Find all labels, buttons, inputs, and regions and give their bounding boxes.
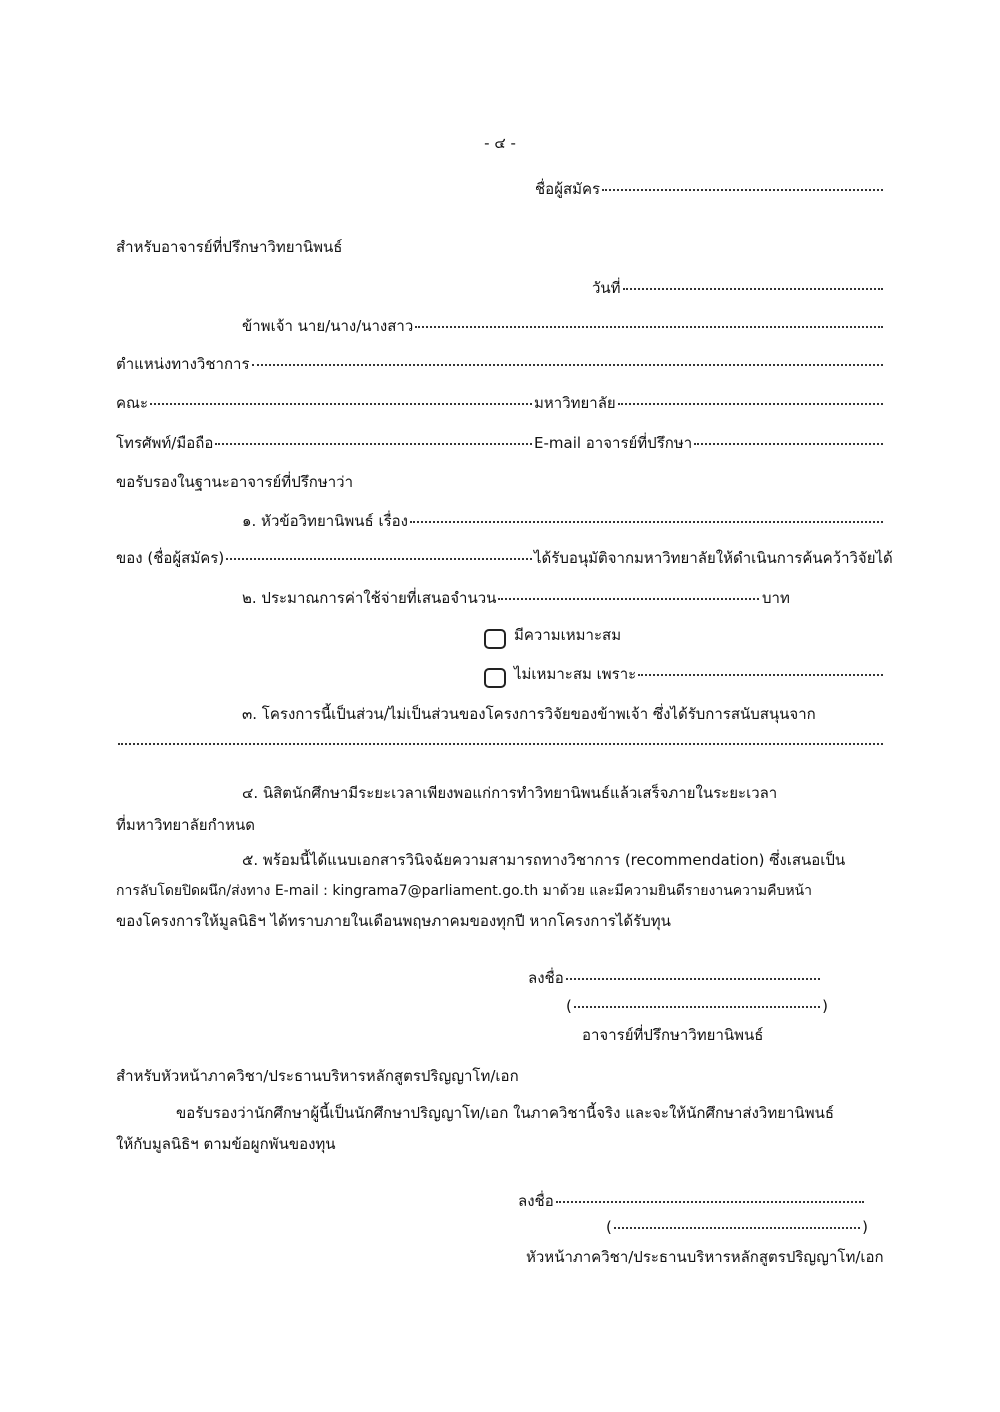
- item1-approved: [534, 551, 893, 573]
- item5-line1-text: ๕. พร้อมนี้ได้แนบเอกสารวินิจฉัยความสามารถทางวิชาการ (recommendation) ซึ่งเสนอเป็น: [242, 851, 846, 869]
- item3-row: [242, 707, 816, 729]
- phone-label: โทรศัพท์/มือถือ: [116, 434, 214, 452]
- budget-field[interactable]: [498, 598, 759, 600]
- item1-label: ๑. หัวข้อวิทยานิพนธ์ เรื่อง: [242, 512, 408, 530]
- support-source-field[interactable]: [118, 743, 883, 745]
- advisor-paren-open: (: [566, 997, 572, 1015]
- thesis-title-field[interactable]: [410, 521, 883, 523]
- advisor-name-label: ข้าพเจ้า นาย/นาง/นางสาว: [242, 317, 414, 335]
- advisor-section-heading: [116, 240, 342, 262]
- option-suitable-row: [484, 628, 621, 650]
- head-signer-title-text: หัวหน้าภาควิชา/ประธานบริหารหลักสูตรปริญญาโท/เอก: [526, 1248, 884, 1266]
- item4-line2-text: ที่มหาวิทยาลัยกำหนด: [116, 816, 255, 834]
- item1-approved-text: ได้รับอนุมัติจากมหาวิทยาลัยให้ดำเนินการค้นคว้าวิจัยได้: [534, 549, 893, 567]
- advisor-sign-row: [528, 971, 822, 993]
- head-signer-title: [526, 1250, 884, 1272]
- head-printed-name-row: [606, 1220, 868, 1242]
- advisor-name-row: [242, 319, 885, 341]
- faculty-label: คณะ: [116, 394, 149, 412]
- head-sign-label: ลงชื่อ: [518, 1192, 554, 1210]
- item5-line2-text: การลับโดยปิดผนึก/ส่งทาง E-mail : kingrama7@parliament.go.th มาด้วย และมีความยินดีรายงานความคืบหน้า: [116, 883, 812, 899]
- item3-text: ๓. โครงการนี้เป็นส่วน/ไม่เป็นส่วนของโครงการวิจัยของข้าพเจ้า ซึ่งได้รับการสนับสนุนจาก: [242, 705, 816, 723]
- advisor-heading-text: สำหรับอาจารย์ที่ปรึกษาวิทยานิพนธ์: [116, 238, 343, 256]
- option-not-suitable-row: [484, 667, 885, 689]
- head-sign-row: [518, 1194, 866, 1216]
- item2-row: [242, 591, 761, 613]
- item5-line3-text: ของโครงการให้มูลนิธิฯ ได้ทราบภายในเดือนพฤษภาคมของทุกปี หากโครงการได้รับทุน: [116, 912, 671, 930]
- item1-of-row: [116, 551, 534, 573]
- item5-line2: [116, 884, 812, 906]
- item4-line1-text: ๔. นิสิตนักศึกษามีระยะเวลาเพียงพอแก่การทำวิทยานิพนธ์แล้วเสร็จภายในระยะเวลา: [242, 784, 778, 802]
- head-heading-text: สำหรับหัวหน้าภาควิชา/ประธานบริหารหลักสูตรปริญญาโท/เอก: [116, 1067, 519, 1085]
- applicant-name-label: ชื่อผู้สมัคร: [535, 180, 601, 198]
- item1-row: [242, 514, 885, 536]
- item4-line1: [242, 786, 777, 808]
- date-field[interactable]: [623, 288, 883, 290]
- advisor-signer-title: [582, 1028, 763, 1050]
- item3-support-row: [116, 746, 885, 768]
- advisor-name-field[interactable]: [415, 326, 883, 328]
- head-section-heading: [116, 1069, 519, 1091]
- item2-unit: [762, 591, 790, 613]
- university-label: มหาวิทยาลัย: [534, 394, 616, 412]
- item2-label: ๒. ประมาณการค่าใช้จ่ายที่เสนอจำนวน: [242, 589, 497, 607]
- head-printed-name-field[interactable]: [614, 1227, 860, 1229]
- advisor-printed-name-row: [566, 999, 828, 1021]
- head-certify-line2-text: ให้กับมูลนิธิฯ ตามข้อผูกพันของทุน: [116, 1135, 336, 1153]
- faculty-row: [116, 396, 534, 418]
- faculty-field[interactable]: [150, 403, 532, 405]
- head-signature-field[interactable]: [556, 1201, 864, 1203]
- position-label: ตำแหน่งทางวิชาการ: [116, 355, 250, 373]
- head-certify-line2: [116, 1137, 336, 1159]
- advisor-signature-field[interactable]: [566, 978, 820, 980]
- item5-line3: [116, 914, 671, 936]
- date-row: [592, 281, 885, 303]
- head-paren-open: (: [606, 1218, 612, 1236]
- certify-text: [116, 475, 353, 497]
- email-row: [534, 436, 885, 458]
- position-field[interactable]: [252, 364, 883, 366]
- university-row: [534, 396, 885, 418]
- advisor-printed-name-field[interactable]: [574, 1006, 820, 1008]
- not-suitable-checkbox[interactable]: [484, 668, 506, 688]
- head-certify-line1: [176, 1106, 834, 1128]
- head-paren-close: ): [862, 1218, 868, 1236]
- email-label: E-mail อาจารย์ที่ปรึกษา: [534, 434, 693, 452]
- suitable-label: มีความเหมาะสม: [514, 626, 622, 644]
- position-row: [116, 357, 885, 379]
- page-number: - ๔ -: [484, 134, 516, 152]
- item4-line2: [116, 818, 255, 840]
- phone-field[interactable]: [215, 443, 532, 445]
- suitable-checkbox[interactable]: [484, 629, 506, 649]
- not-suitable-label: ไม่เหมาะสม เพราะ: [514, 665, 637, 683]
- item2-unit-text: บาท: [762, 589, 790, 607]
- email-field[interactable]: [694, 443, 883, 445]
- item1-of-label: ของ (ชื่อผู้สมัคร): [116, 549, 225, 567]
- certify-text-span: ขอรับรองในฐานะอาจารย์ที่ปรึกษาว่า: [116, 473, 354, 491]
- applicant-name-row: [535, 182, 885, 204]
- head-certify-line1-text: ขอรับรองว่านักศึกษาผู้นี้เป็นนักศึกษาปริญญาโท/เอก ในภาควิชานี้จริง และจะให้นักศึกษาส่งวิทยานิพนธ์: [176, 1104, 834, 1122]
- item5-line1: [242, 853, 845, 875]
- date-label: วันที่: [592, 279, 621, 297]
- advisor-paren-close: ): [822, 997, 828, 1015]
- advisor-signer-title-text: อาจารย์ที่ปรึกษาวิทยานิพนธ์: [582, 1026, 764, 1044]
- applicant-name-field[interactable]: [602, 189, 883, 191]
- item1-applicant-field[interactable]: [226, 558, 532, 560]
- phone-row: [116, 436, 534, 458]
- advisor-sign-label: ลงชื่อ: [528, 969, 564, 987]
- not-suitable-reason-field[interactable]: [638, 674, 883, 676]
- university-field[interactable]: [618, 403, 883, 405]
